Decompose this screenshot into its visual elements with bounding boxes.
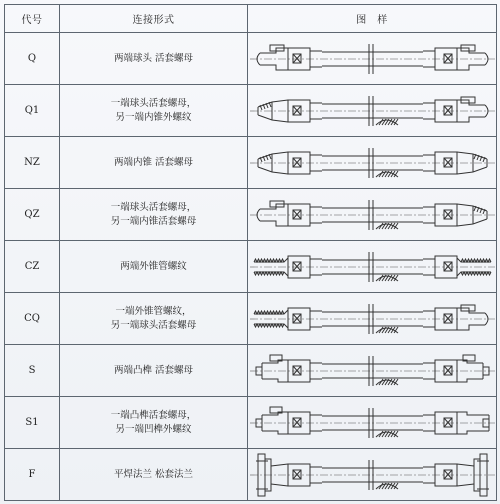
section-hatch [376, 379, 398, 385]
table-row [5, 137, 497, 189]
joint-drawing [248, 137, 497, 188]
section-hatch [376, 275, 398, 281]
section-hatch [376, 483, 398, 489]
cell-drawing [248, 189, 497, 241]
left-end-fitting [256, 355, 322, 382]
section-hatch [376, 431, 398, 437]
cell-connection-form [60, 397, 248, 449]
right-end-fitting [423, 45, 488, 70]
table-row [5, 189, 497, 241]
section-hatch [376, 327, 398, 333]
joint-drawing [248, 293, 497, 344]
joint-drawing [248, 345, 497, 396]
table-row [5, 449, 497, 501]
cell-code: QZ [5, 189, 60, 241]
connection-form-line: 另一端内锥外螺纹 [115, 111, 192, 123]
left-end-fitting [257, 201, 322, 226]
connection-form-line: 一端球头活套螺母， [110, 201, 197, 213]
joint-drawing [248, 449, 497, 500]
cell-drawing [248, 241, 497, 293]
cell-drawing [248, 85, 497, 137]
connection-form-line: 一端外锥管螺纹， [115, 305, 192, 317]
connection-form-line: 两端外锥管螺纹 [120, 260, 187, 272]
joint-drawing [248, 33, 497, 84]
table-row [5, 293, 497, 345]
table-row [5, 345, 497, 397]
connection-form-line: 两端球头 活套螺母 [113, 52, 194, 64]
header-drawing: 图 样 [248, 5, 497, 33]
section-hatch [376, 119, 398, 125]
header-connection-form: 连接形式 [60, 5, 248, 33]
connection-types-table [4, 4, 497, 501]
cell-drawing [248, 397, 497, 449]
section-hatch [376, 223, 398, 229]
cell-code: CZ [5, 241, 60, 293]
cell-code: NZ [5, 137, 60, 189]
connection-form-line: 另一端内锥活套螺母 [110, 215, 197, 227]
joint-drawing [248, 397, 497, 448]
table-body [5, 33, 497, 501]
cell-code: Q1 [5, 85, 60, 137]
table-row [5, 33, 497, 85]
table-row [5, 397, 497, 449]
connection-form-line: 两端内锥 活套螺母 [113, 156, 194, 168]
cell-code: Q [5, 33, 60, 85]
cell-connection-form [60, 293, 248, 345]
joint-drawing [248, 189, 497, 240]
joint-drawing [248, 241, 497, 292]
table-row [5, 241, 497, 293]
connection-form-line: 另一端球头活套螺母 [110, 319, 197, 331]
right-end-fitting [423, 97, 488, 122]
cell-code: S1 [5, 397, 60, 449]
cell-connection-form [60, 85, 248, 137]
cell-code: F [5, 449, 60, 501]
right-end-fitting [423, 355, 489, 382]
table-row [5, 85, 497, 137]
connection-form-line: 一端凸榫活套螺母， [110, 409, 197, 421]
connection-form-line: 平焊法兰 松套法兰 [113, 468, 194, 480]
cell-connection-form [60, 241, 248, 293]
cell-code: S [5, 345, 60, 397]
connection-form-line: 一端球头活套螺母， [110, 97, 197, 109]
left-end-fitting [256, 407, 322, 434]
right-end-fitting [423, 305, 488, 330]
header-code: 代号 [5, 5, 60, 33]
cell-connection-form [60, 33, 248, 85]
cell-drawing [248, 449, 497, 501]
table-header-row [5, 5, 497, 33]
cell-drawing [248, 33, 497, 85]
cell-drawing [248, 345, 497, 397]
cell-drawing [248, 293, 497, 345]
connection-form-line: 两端凸榫 活套螺母 [113, 364, 194, 376]
cell-drawing [248, 137, 497, 189]
cell-connection-form [60, 345, 248, 397]
cell-connection-form [60, 137, 248, 189]
cell-connection-form [60, 189, 248, 241]
cell-connection-form [60, 449, 248, 501]
joint-drawing [248, 85, 497, 136]
cell-code: CQ [5, 293, 60, 345]
connection-form-line: 另一端凹榫外螺纹 [115, 423, 192, 435]
section-hatch [376, 171, 398, 177]
left-end-fitting [257, 45, 322, 70]
